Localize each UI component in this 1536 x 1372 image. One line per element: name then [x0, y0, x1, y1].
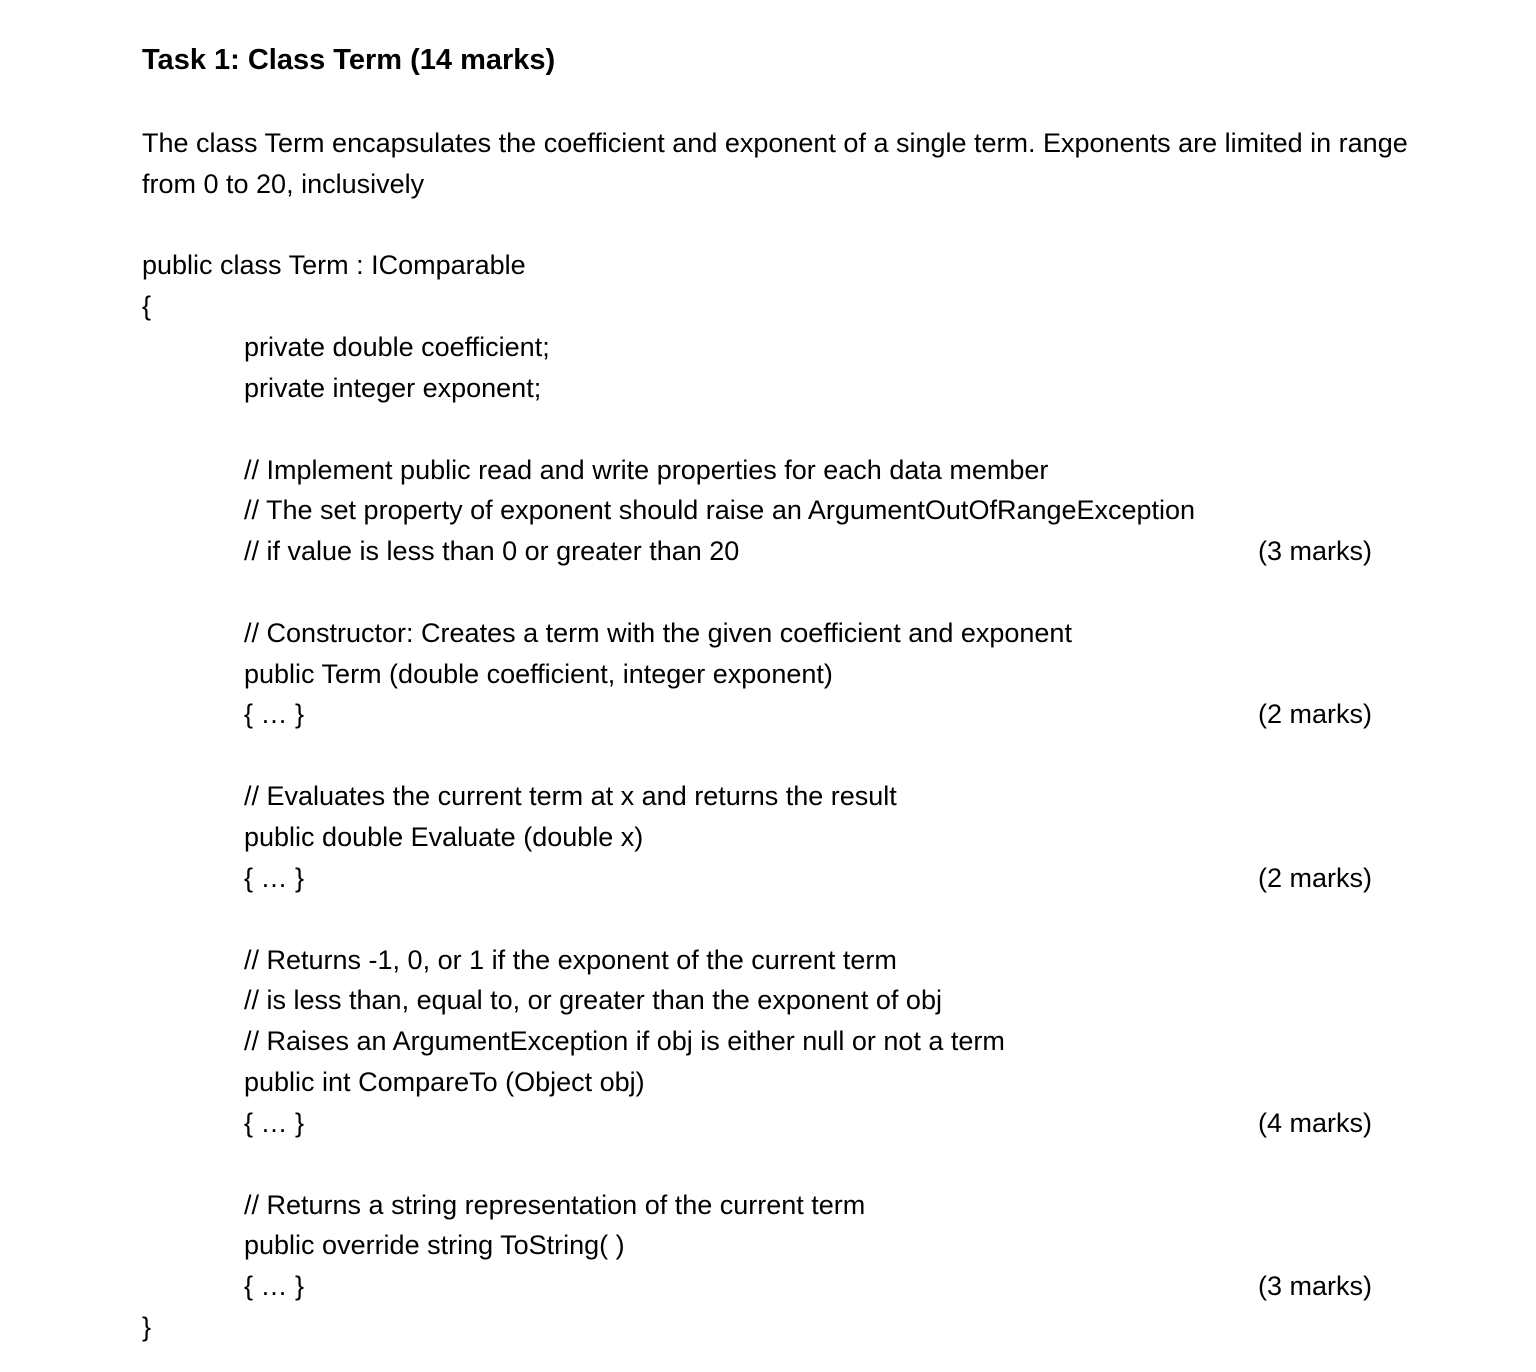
intro-line-1: The class Term encapsulates the coefficient and exponent of a single term. Exponents are limited in range: [142, 128, 1408, 158]
compareto-body: { … }: [244, 1108, 305, 1138]
compareto-marks: (4 marks): [1258, 1108, 1372, 1138]
constructor-body: { … }: [244, 699, 305, 729]
compareto-signature: public int CompareTo (Object obj): [244, 1067, 645, 1097]
evaluate-marks: (2 marks): [1258, 863, 1372, 893]
properties-comment-2: // The set property of exponent should raise an ArgumentOutOfRangeException: [244, 495, 1196, 525]
properties-comment-3: // if value is less than 0 or greater than 20: [244, 536, 740, 566]
compareto-comment-3: // Raises an ArgumentException if obj is either null or not a term: [244, 1026, 1005, 1056]
task-title: Task 1: Class Term (14 marks): [142, 44, 556, 76]
field-coefficient: private double coefficient;: [244, 332, 550, 362]
constructor-comment: // Constructor: Creates a term with the given coefficient and exponent: [244, 618, 1072, 648]
tostring-comment: // Returns a string representation of the current term: [244, 1190, 866, 1220]
evaluate-body: { … }: [244, 863, 305, 893]
tostring-signature: public override string ToString( ): [244, 1230, 625, 1260]
compareto-comment-1: // Returns -1, 0, or 1 if the exponent of the current term: [244, 945, 897, 975]
compareto-comment-2: // is less than, equal to, or greater than the exponent of obj: [244, 985, 942, 1015]
class-declaration: public class Term : IComparable: [142, 250, 526, 280]
field-exponent: private integer exponent;: [244, 373, 542, 403]
constructor-marks: (2 marks): [1258, 699, 1372, 729]
tostring-body: { … }: [244, 1271, 305, 1301]
intro-line-2: from 0 to 20, inclusively: [142, 169, 425, 199]
evaluate-comment: // Evaluates the current term at x and returns the result: [244, 781, 897, 811]
tostring-marks: (3 marks): [1258, 1271, 1372, 1301]
properties-marks: (3 marks): [1258, 536, 1372, 566]
evaluate-signature: public double Evaluate (double x): [244, 822, 644, 852]
properties-comment-1: // Implement public read and write properties for each data member: [244, 455, 1049, 485]
close-brace: }: [142, 1312, 152, 1342]
open-brace: {: [142, 291, 152, 321]
intro-paragraph: [142, 123, 1492, 205]
constructor-signature: public Term (double coefficient, integer exponent): [244, 659, 833, 689]
